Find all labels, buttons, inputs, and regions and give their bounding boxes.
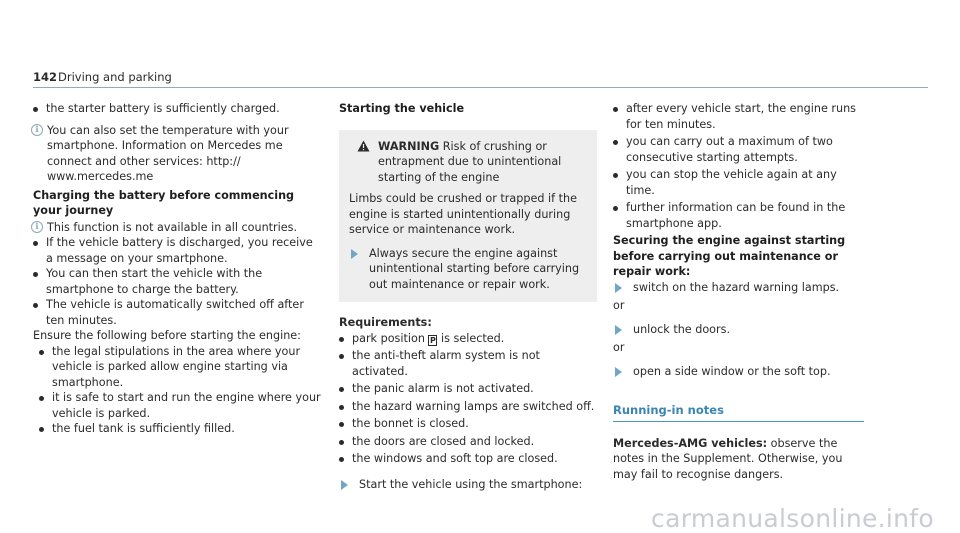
warning-triangle-icon [357, 140, 370, 152]
column-right [613, 101, 868, 482]
watermark: carmanualsonline.info [651, 503, 934, 533]
list-item: after every vehicle start, the engine runs for ten minutes. [613, 101, 868, 132]
list-item: You can then start the vehicle with the smartphone to charge the battery. [33, 266, 323, 297]
bullet-icon [613, 206, 618, 211]
bullet-icon [339, 440, 344, 445]
info-icon: i [31, 124, 43, 136]
bullet-icon [39, 350, 44, 355]
bullet-icon [39, 427, 44, 432]
list-item: the windows and soft top are closed. [339, 451, 597, 467]
bullet-icon [339, 405, 344, 410]
list-item: you can carry out a maximum of two consecutive starting attempts. [613, 134, 868, 165]
page-header [33, 70, 928, 88]
bullet-icon [613, 107, 618, 112]
bullet-icon [33, 107, 38, 112]
list-item: the anti-theft alarm system is not activated. [339, 348, 597, 379]
list-item: the fuel tank is sufficiently filled. [39, 421, 323, 437]
amg-note: Mercedes-AMG vehicles: observe the notes in the Supplement. Otherwise, you may fail to recognise dangers. [613, 436, 843, 481]
bullet-icon [33, 272, 38, 277]
warning-title: WARNING Risk of crushing or entrapment due to unintentional starting of the engine [349, 139, 587, 186]
list-item: the legal stipulations in the area where your vehicle is parked allow engine starting via smartphone. [39, 344, 323, 391]
info-icon: i [31, 221, 43, 233]
arrow-right-icon [615, 367, 622, 377]
list-item: the bonnet is closed. [339, 416, 597, 432]
section-title: Driving and parking [58, 70, 172, 84]
arrow-right-icon [351, 249, 358, 259]
park-position-icon: P [430, 335, 436, 345]
warning-box [339, 130, 597, 303]
info-note: i You can also set the temperature with your smartphone. Information on Mercedes me connect and other services: http:// www.mercedes.me [33, 123, 323, 185]
arrow-right-icon [615, 283, 622, 293]
list-item: If the vehicle battery is discharged, you receive a message on your smartphone. [33, 235, 323, 266]
column-left [33, 101, 323, 437]
bullet-icon [613, 140, 618, 145]
section-heading: Starting the vehicle [339, 102, 465, 115]
bullet-icon [339, 422, 344, 427]
instruction-step: switch on the hazard warning lamps. [613, 280, 868, 296]
list-item: the doors are closed and locked. [339, 434, 597, 450]
arrow-right-icon [341, 480, 348, 490]
warning-step: Always secure the engine against unintentional starting before carrying out maintenance or repair work. [349, 246, 587, 293]
bullet-icon [339, 337, 344, 342]
list-item: further information can be found in the smartphone app. [613, 200, 868, 231]
column-middle [339, 101, 597, 492]
instruction-step: Start the vehicle using the smartphone: [339, 477, 597, 493]
list-item: park position P is selected. [339, 331, 597, 347]
or-separator: or [613, 341, 625, 354]
list-item: The vehicle is automatically switched off after ten minutes. [33, 297, 323, 328]
bullet-icon [339, 354, 344, 359]
running-in-heading: Running-in notes [613, 403, 864, 422]
warning-body: Limbs could be crushed or trapped if the engine is started unintentionally during service or maintenance work. [349, 192, 577, 236]
arrow-right-icon [615, 325, 622, 335]
or-separator: or [613, 299, 625, 312]
bullet-icon [39, 396, 44, 401]
bullet-icon [613, 173, 618, 178]
list-item: it is safe to start and run the engine where your vehicle is parked. [39, 390, 323, 421]
bullet-icon [339, 457, 344, 462]
body-text: Ensure the following before starting the engine: [33, 329, 301, 342]
bullet-icon [33, 241, 38, 246]
list-item: the hazard warning lamps are switched off. [339, 399, 597, 415]
requirements-label: Requirements: [339, 316, 432, 329]
instruction-step: unlock the doors. [613, 322, 868, 338]
list-item: you can stop the vehicle again at any time. [613, 167, 868, 198]
list-item: the starter battery is sufficiently charged. [33, 101, 323, 117]
bullet-icon [33, 303, 38, 308]
section-heading: Securing the engine against starting before carrying out maintenance or repair work: [613, 234, 846, 278]
instruction-step: open a side window or the soft top. [613, 364, 868, 380]
bullet-icon [339, 387, 344, 392]
list-item: the panic alarm is not activated. [339, 381, 597, 397]
page-number: 142 [33, 70, 58, 84]
section-heading: Charging the battery before commencing your journey [33, 188, 295, 217]
info-note: i This function is not available in all countries. [33, 220, 323, 236]
